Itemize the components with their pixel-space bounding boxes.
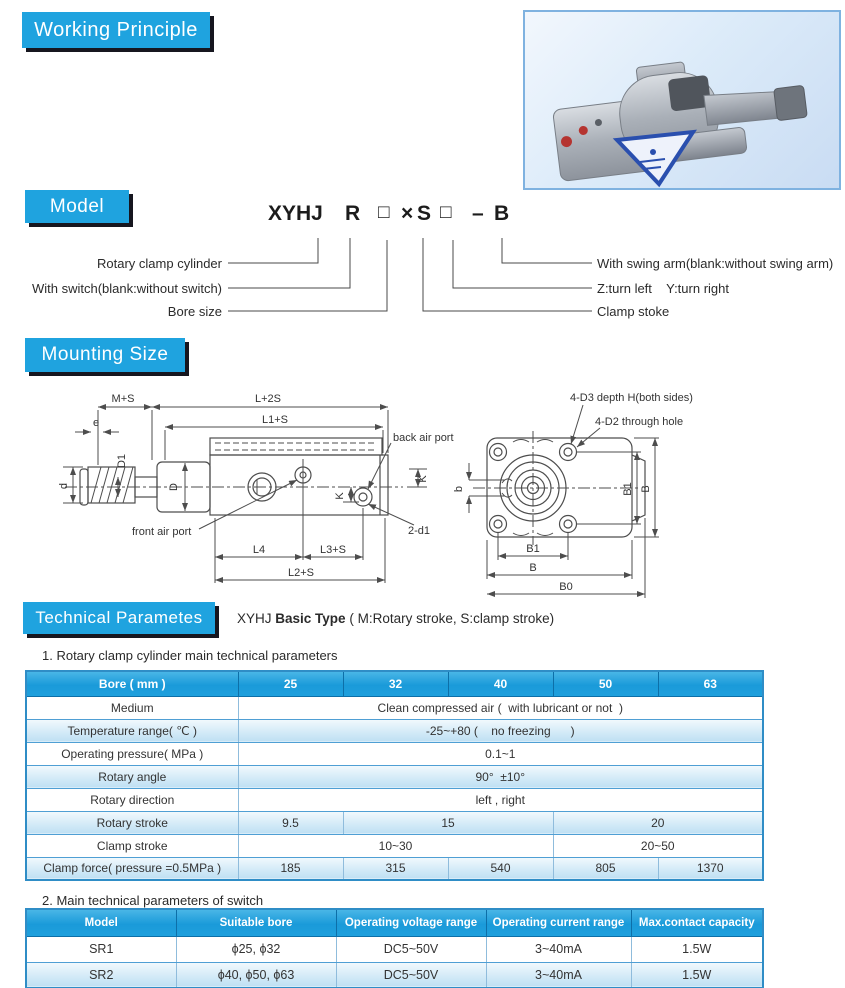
t1-rotary-angle-label: Rotary angle [26, 765, 238, 788]
note-table1: 1. Rotary clamp cylinder main technical parameters [42, 648, 338, 663]
t1-clamp-force-63: 1370 [658, 857, 763, 880]
dim-label-l1-plus-s: L1+S [262, 414, 288, 426]
t1-pressure-value: 0.1~1 [238, 742, 763, 765]
t1-clamp-stroke-50-63: 20~50 [553, 834, 763, 857]
dim-label-d: d [58, 482, 70, 490]
section-header-technical-parameters: Technical Parametes [23, 602, 215, 634]
t1-clamp-stroke-25-40: 10~30 [238, 834, 553, 857]
t2-sr2-current: 3~40mA [486, 962, 631, 988]
t1-pressure-label: Operating pressure( MPa ) [26, 742, 238, 765]
t2-header-current: Operating current range [486, 909, 631, 936]
t1-clamp-force-50: 805 [553, 857, 658, 880]
model-label-turn-direction: Z:turn left Y:turn right [597, 281, 729, 296]
table-row [26, 936, 763, 962]
dim-label-l-plus-2s: L+2S [255, 393, 281, 405]
t1-header-40: 40 [448, 671, 553, 696]
t1-header-bore: Bore ( mm ) [26, 671, 238, 696]
main-parameters-table [25, 670, 764, 881]
t1-rotary-angle-value: 90° ±10° [238, 765, 763, 788]
t2-header-suitable-bore: Suitable bore [176, 909, 336, 936]
callout-2-d1: 2-d1 [408, 525, 431, 537]
model-code-series: XYHJ [268, 202, 323, 225]
subtitle-rest: ( M:Rotary stroke, S:clamp stroke) [345, 611, 555, 626]
t1-header-25: 25 [238, 671, 343, 696]
t2-sr1-current: 3~40mA [486, 936, 631, 962]
dim-label-e: e [92, 417, 100, 429]
dim-label-b-small: b [453, 485, 465, 493]
table-row [26, 671, 763, 696]
table-row [26, 811, 763, 834]
callout-4-d2-through-hole: 4-D2 through hole [595, 416, 684, 428]
dim-label-l2-plus-s: L2+S [288, 567, 314, 579]
t1-rotary-direction-value: left , right [238, 788, 763, 811]
table-row [26, 742, 763, 765]
t1-clamp-force-40: 540 [448, 857, 553, 880]
side-view-drawing [58, 393, 454, 583]
t2-sr2-bore: ϕ40, ϕ50, ϕ63 [176, 962, 336, 988]
subtitle-bold: Basic Type [275, 611, 346, 626]
basic-type-subtitle [237, 611, 554, 626]
t2-sr2-model: SR2 [26, 962, 176, 988]
t1-rotary-direction-label: Rotary direction [26, 788, 238, 811]
t1-rotary-stroke-label: Rotary stroke [26, 811, 238, 834]
t2-sr1-capacity: 1.5W [631, 936, 763, 962]
dim-label-l4: L4 [252, 544, 266, 556]
dim-label-k-mid: K [334, 492, 346, 500]
dim-label-b1-side: B1 [622, 482, 634, 496]
dim-label-m-plus-s: M+S [111, 393, 135, 405]
t1-header-50: 50 [553, 671, 658, 696]
front-view-drawing [453, 392, 693, 598]
table-row [26, 834, 763, 857]
subtitle-model: XYHJ [237, 611, 272, 626]
section-header-mounting-size: Mounting Size [25, 338, 185, 372]
t2-sr2-voltage: DC5~50V [336, 962, 486, 988]
model-label-with-switch: With switch(blank:without switch) [32, 281, 222, 296]
model-label-clamp-stroke: Clamp stoke [597, 304, 670, 319]
t1-clamp-stroke-label: Clamp stroke [26, 834, 238, 857]
dim-label-capital-d: D [168, 483, 180, 491]
model-label-bore-size: Bore size [167, 304, 222, 319]
section-header-model: Model [25, 190, 129, 223]
product-photo-art [525, 12, 839, 188]
dim-label-d1-upper: D1 [116, 453, 128, 469]
t2-sr2-capacity: 1.5W [631, 962, 763, 988]
table-row [26, 909, 763, 936]
model-label-rotary-clamp-cylinder: Rotary clamp cylinder [97, 256, 222, 271]
dim-label-k-right: K [417, 475, 429, 483]
t1-header-63: 63 [658, 671, 763, 696]
product-photo [523, 10, 841, 190]
t1-temperature-label: Temperature range( ℃ ) [26, 719, 238, 742]
t2-header-model: Model [26, 909, 176, 936]
dim-label-b0-bottom: B0 [559, 581, 573, 593]
table-row [26, 719, 763, 742]
section-header-working-principle: Working Principle [22, 12, 210, 48]
model-code-stroke: S [417, 202, 432, 225]
mounting-size-drawings [25, 385, 845, 600]
t1-header-32: 32 [343, 671, 448, 696]
switch-parameters-table [25, 908, 764, 988]
dim-label-l3-plus-s: L3+S [320, 544, 346, 556]
t1-clamp-force-label: Clamp force( pressure =0.5MPa ) [26, 857, 238, 880]
t1-medium-label: Medium [26, 696, 238, 719]
model-label-with-swing-arm: With swing arm(blank:without swing arm) [597, 256, 834, 271]
model-code-switch: R [345, 202, 361, 225]
table-row [26, 696, 763, 719]
t1-rotary-stroke-25: 9.5 [238, 811, 343, 834]
t1-clamp-force-25: 185 [238, 857, 343, 880]
note-table2: 2. Main technical parameters of switch [42, 893, 264, 908]
t1-rotary-stroke-32-40: 15 [343, 811, 553, 834]
t2-sr1-voltage: DC5~50V [336, 936, 486, 962]
dim-label-b-bottom: B [529, 562, 537, 574]
t1-temperature-value: -25~+80 ( no freezing ) [238, 719, 763, 742]
model-code-times: × [401, 202, 414, 225]
t1-medium-value: Clean compressed air ( with lubricant or not ) [238, 696, 763, 719]
callout-back-air-port: back air port [393, 432, 454, 444]
t2-header-capacity: Max.contact capacity [631, 909, 763, 936]
callout-4-d3-depth: 4-D3 depth H(both sides) [570, 392, 693, 404]
table-row [26, 962, 763, 988]
model-code-turn-box: □ [440, 202, 452, 223]
model-code-swing-arm: B [494, 202, 510, 225]
t2-sr1-model: SR1 [26, 936, 176, 962]
table-row [26, 857, 763, 880]
t1-rotary-stroke-50-63: 20 [553, 811, 763, 834]
cylinder-body-art [549, 48, 812, 182]
t2-header-voltage: Operating voltage range [336, 909, 486, 936]
table-row [26, 765, 763, 788]
t2-sr1-bore: ϕ25, ϕ32 [176, 936, 336, 962]
t1-clamp-force-32: 315 [343, 857, 448, 880]
model-code-dash: – [472, 202, 484, 225]
dim-label-b1-bottom: B1 [526, 543, 540, 555]
callout-front-air-port: front air port [132, 526, 192, 538]
table-row [26, 788, 763, 811]
model-code-bore-box: □ [378, 202, 390, 223]
dim-label-b-side: B [640, 485, 652, 493]
